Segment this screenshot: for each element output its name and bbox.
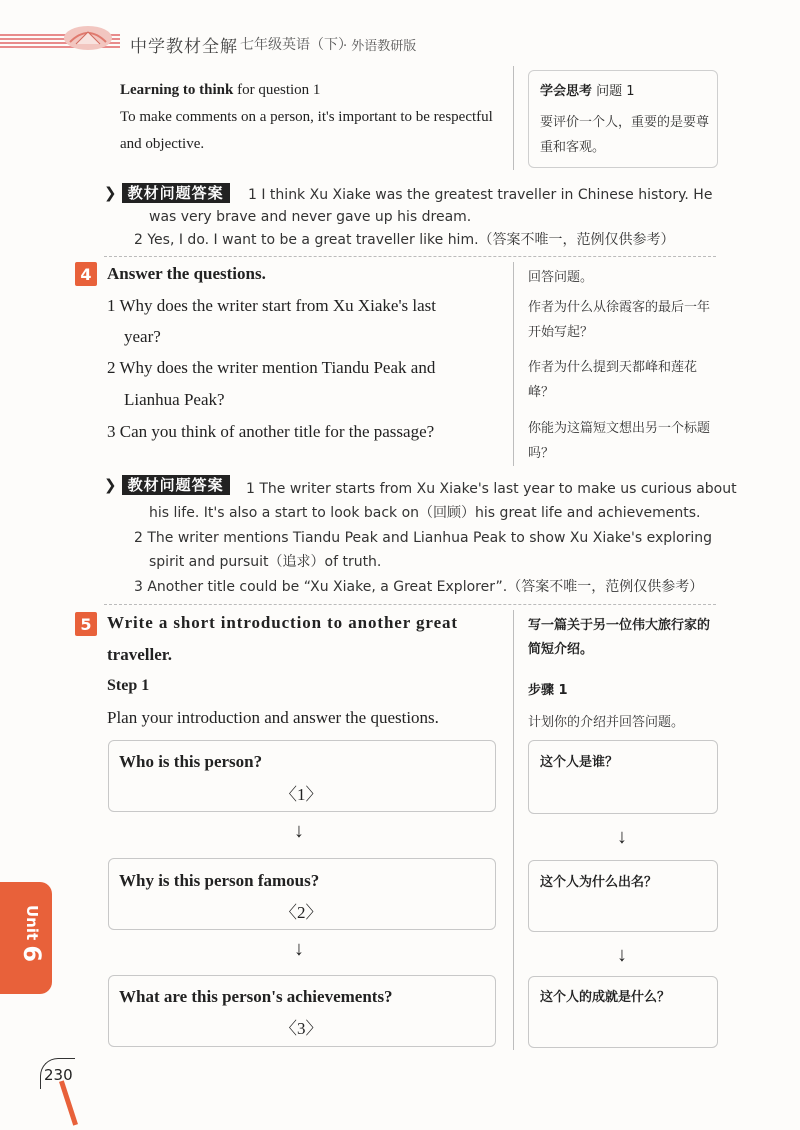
question-1: 1 Why does the writer start from Xu Xiake's last — [107, 296, 436, 315]
section-divider — [104, 256, 716, 257]
section-5-title-line-2: traveller. — [107, 645, 172, 664]
note-title: 学会思考 问题 1 — [540, 84, 635, 99]
column-divider — [513, 610, 514, 1050]
question-2: 2 Why does the writer mention Tiandu Peak and — [107, 358, 436, 377]
step-instruction: Plan your introduction and answer the questions. — [107, 708, 439, 727]
answer-2-line-5: 3 Another title could be “Xu Xiake, a Great Explorer”.（答案不唯一，范例仅供参考） — [134, 579, 704, 595]
column-divider — [513, 66, 514, 170]
column-divider — [513, 262, 514, 466]
answer-1-line-2: was very brave and never gave up his dream. — [149, 209, 472, 225]
learning-to-think-title: Learning to think for question 1 — [120, 82, 321, 98]
question-2-cont: Lianhua Peak? — [124, 390, 225, 409]
arrow-down-icon: ↓ — [294, 820, 304, 842]
answer-2-line-1: 1 The writer starts from Xu Xiake's last year to make us curious about — [246, 481, 737, 497]
answer-1-line-3: 2 Yes, I do. I want to be a great traveller like him.（答案不唯一，范例仅供参考） — [134, 232, 675, 248]
cn-plan-box-2-question: 这个人为什么出名？ — [540, 875, 658, 890]
question-1-cont: year? — [124, 327, 161, 346]
cn-step-instruction: 计划你的介绍并回答问题。 — [528, 714, 685, 729]
plan-box-3-number: 〈3〉 — [280, 1019, 323, 1038]
plan-box-1-question: Who is this person? — [119, 752, 263, 771]
cn-question-2: 作者为什么提到天都峰和莲花峰？ — [528, 359, 698, 399]
answer-1-line-1: 1 I think Xu Xiake was the greatest traveller in Chinese history. He — [248, 187, 713, 203]
section-4-cn-title: 回答问题。 — [528, 270, 594, 285]
cn-question-3: 你能为这篇短文想出另一个标题吗？ — [528, 420, 711, 460]
cn-step-title: 步骤 1 — [528, 683, 568, 698]
answer-block-2 — [104, 474, 230, 495]
plan-box-1-number: 〈1〉 — [280, 785, 323, 804]
page-number: 230 — [44, 1066, 73, 1084]
step-title: Step 1 — [107, 677, 150, 694]
chevron-right-icon: ❯ — [104, 184, 117, 202]
plan-box-2-question: Why is this person famous? — [119, 871, 320, 890]
section-5-badge: 5 — [75, 612, 97, 636]
question-3: 3 Can you think of another title for the passage? — [107, 422, 435, 441]
answer-2-line-3: 2 The writer mentions Tiandu Peak and Lianhua Peak to show Xu Xiake's exploring — [134, 530, 713, 546]
answer-block-1 — [104, 182, 230, 203]
plan-box-3-question: What are this person's achievements? — [119, 987, 393, 1006]
header-subtitle: 七年级英语（下） — [240, 37, 352, 53]
answer-2-line-4: spirit and pursuit（追求）of truth. — [149, 554, 382, 570]
arrow-down-icon: ↓ — [294, 938, 304, 960]
book-logo-icon — [62, 22, 114, 52]
cn-plan-box-1-question: 这个人是谁？ — [540, 755, 619, 770]
answer-label: 教材问题答案 — [122, 475, 230, 495]
header-brand: 中学教材全解 — [130, 37, 238, 57]
plan-box-2-number: 〈2〉 — [280, 903, 323, 922]
learning-to-think-body: To make comments on a person, it's important to be respectful and objective. — [120, 109, 493, 152]
note-body: 要评价一个人，重要的是要尊重和客观。 — [540, 114, 710, 154]
answer-label: 教材问题答案 — [122, 183, 230, 203]
arrow-down-icon: ↓ — [617, 826, 627, 848]
section-divider — [104, 604, 716, 605]
section-4-badge: 4 — [75, 262, 97, 286]
header-publisher: · 外语教研版 — [343, 39, 417, 54]
unit-tab-label: Unit 6 — [18, 905, 46, 963]
cn-plan-box-3-question: 这个人的成就是什么？ — [540, 990, 671, 1005]
section-5-cn-title: 写一篇关于另一位伟大旅行家的简短介绍。 — [528, 618, 711, 657]
arrow-down-icon: ↓ — [617, 944, 627, 966]
cn-question-1: 作者为什么从徐霞客的最后一年开始写起？ — [528, 299, 711, 339]
section-5-title-line-1: Write a short introduction to another great — [107, 613, 458, 632]
answer-2-line-2: his life. It's also a start to look back on（回顾）his great life and achievements. — [149, 505, 701, 521]
chevron-right-icon: ❯ — [104, 476, 117, 494]
section-4-title: Answer the questions. — [107, 264, 266, 283]
